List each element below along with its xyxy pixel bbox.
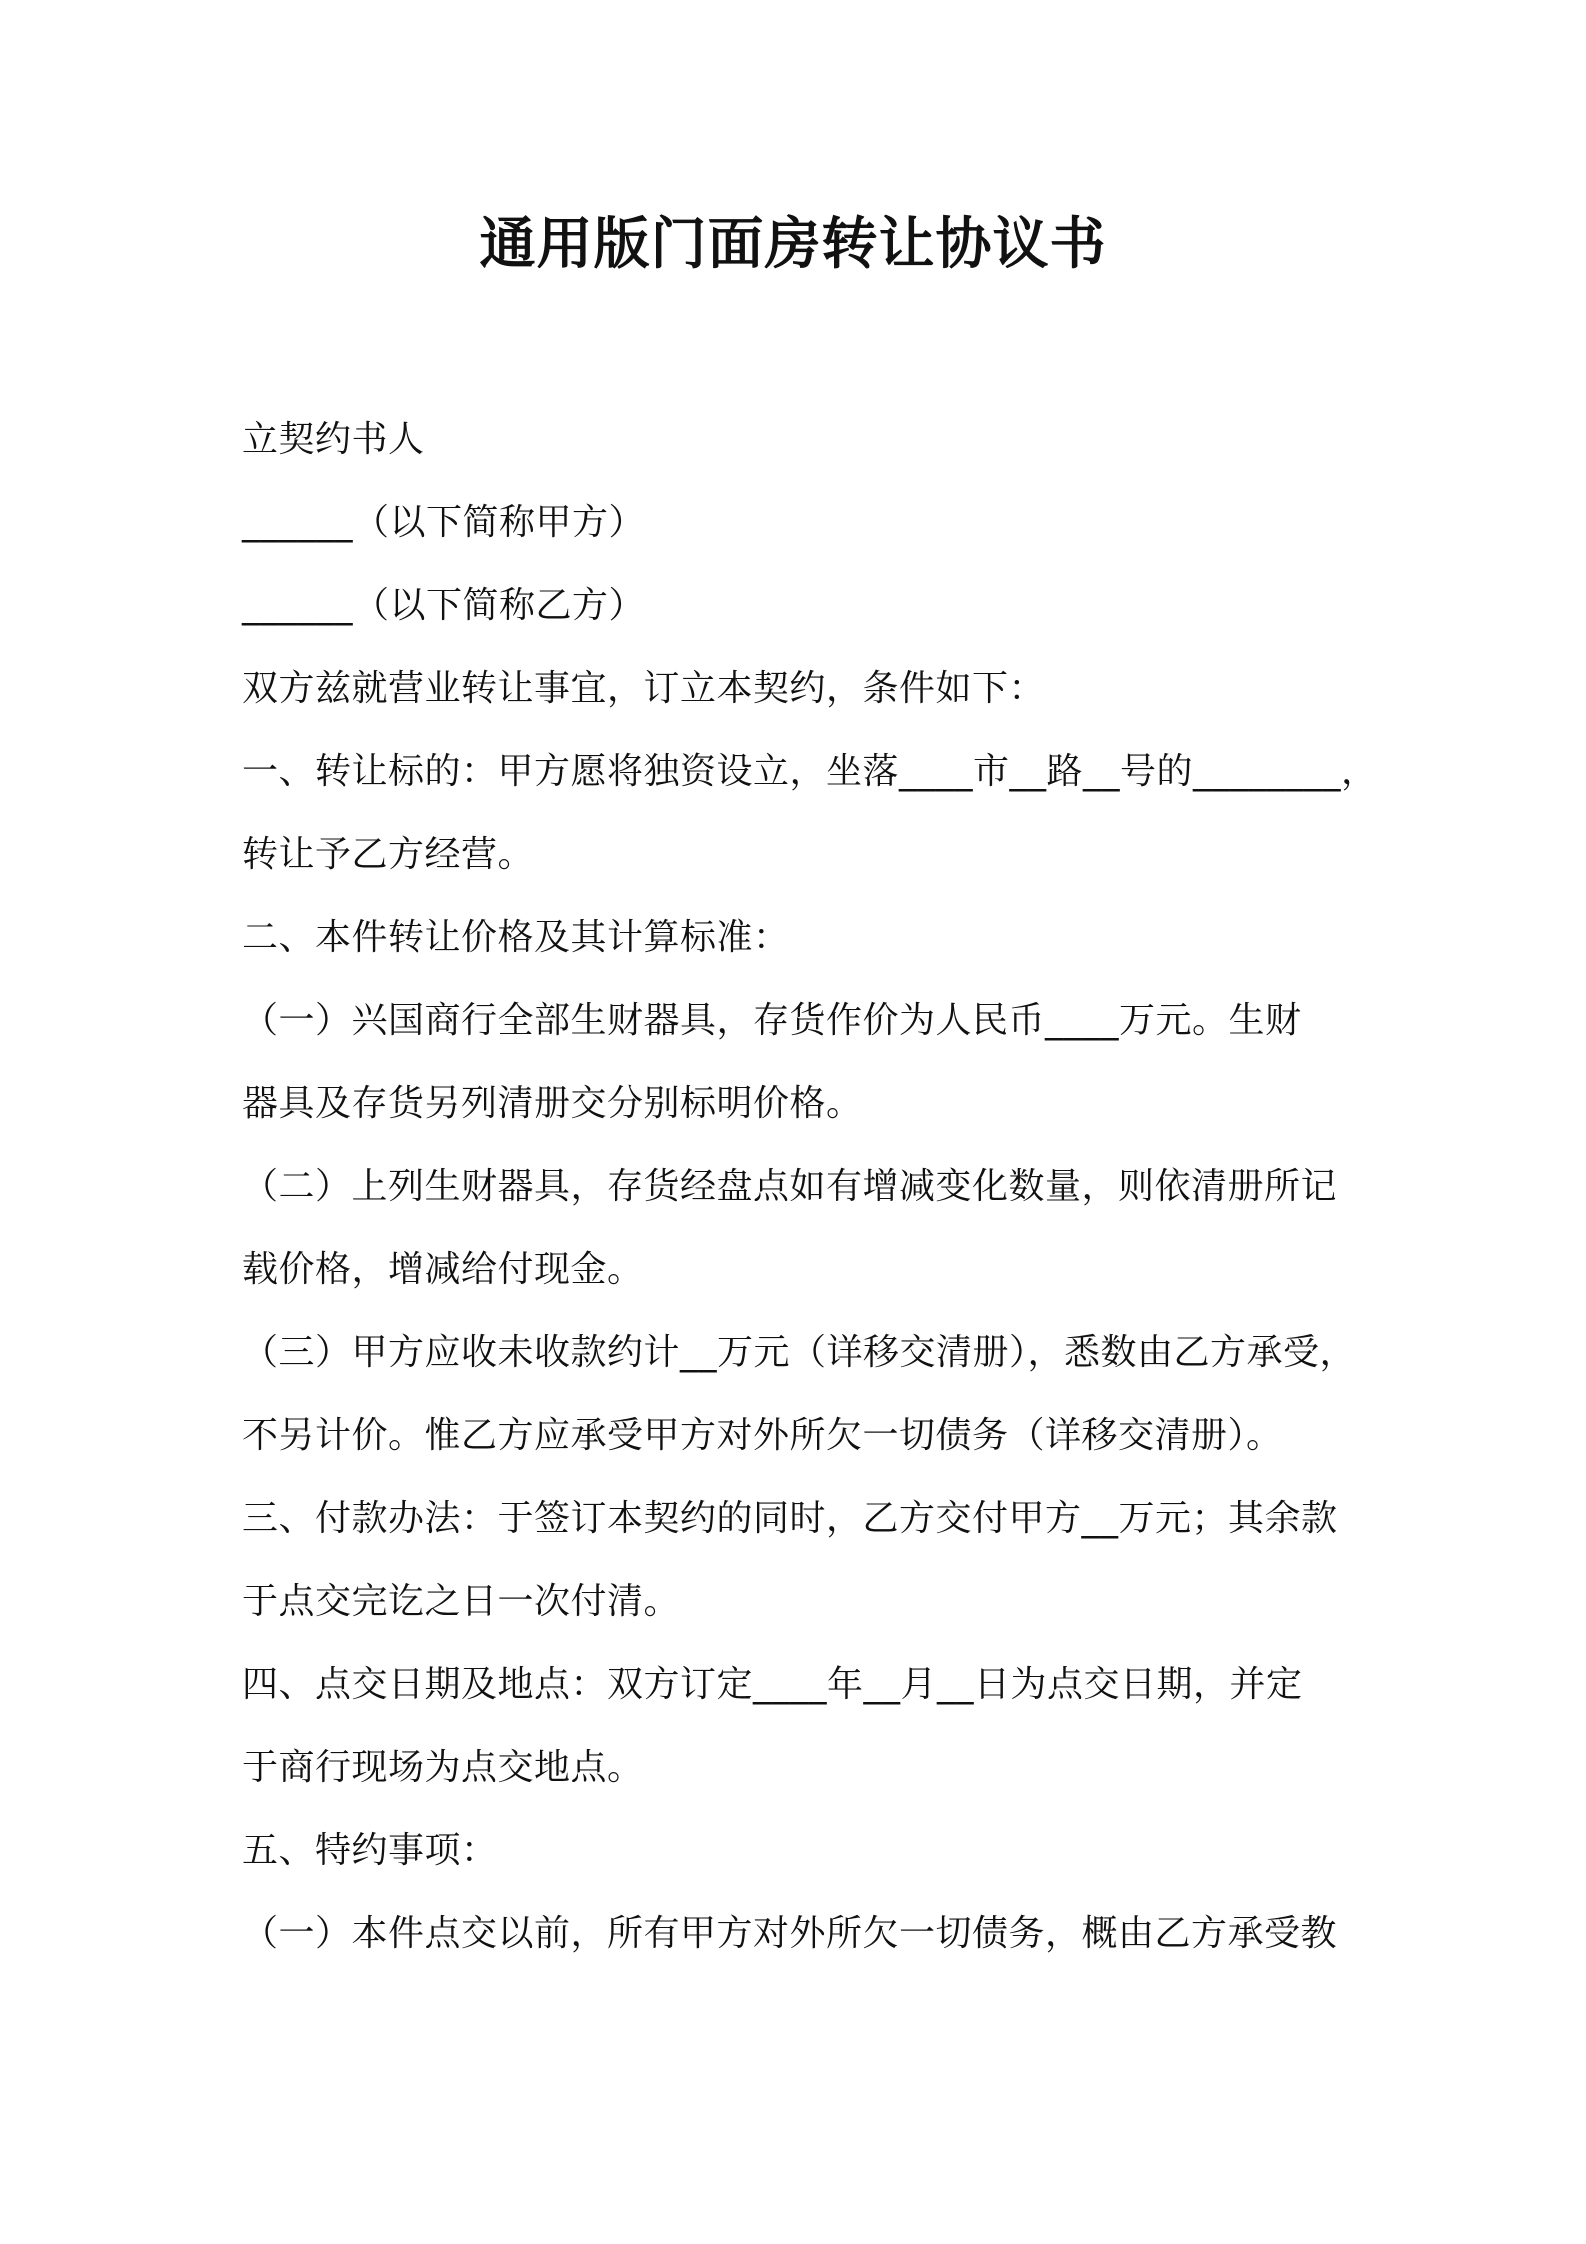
clause-2-heading: 二、本件转让价格及其计算标准： <box>242 917 790 958</box>
party-a-line: ______（以下简称甲方） <box>242 502 646 543</box>
clause-3-line: 三、付款办法：于签订本契约的同时，乙方交付甲方__万元；其余款 <box>242 1498 1338 1539</box>
clause-5-heading: 五、特约事项： <box>242 1830 498 1871</box>
document-body <box>242 398 1382 1975</box>
clause-2-3-line: （三）甲方应收未收款约计__万元（详移交清册），悉数由乙方承受， <box>242 1332 1357 1373</box>
clause-2-2-line: 载价格，增减给付现金。 <box>242 1249 644 1290</box>
party-b-line: ______（以下简称乙方） <box>242 585 646 626</box>
clause-2-2-line: （二）上列生财器具，存货经盘点如有增减变化数量，则依清册所记 <box>242 1166 1338 1207</box>
clause-5-1-line: （一）本件点交以前，所有甲方对外所欠一切债务，概由乙方承受教 <box>242 1913 1338 1954</box>
clause-4-line: 于商行现场为点交地点。 <box>242 1747 644 1788</box>
clause-1-line: 转让予乙方经营。 <box>242 834 535 875</box>
contract-parties-heading: 立契约书人 <box>242 419 425 460</box>
clause-4-line: 四、点交日期及地点：双方订定____年__月__日为点交日期，并定 <box>242 1664 1303 1705</box>
clause-2-1-line: 器具及存货另列清册交分别标明价格。 <box>242 1083 863 1124</box>
clause-1-line: 一、转让标的：甲方愿将独资设立，坐落____市__路__号的________， <box>242 751 1378 792</box>
clause-3-line: 于点交完讫之日一次付清。 <box>242 1581 681 1622</box>
document-title: 通用版门面房转让协议书 <box>479 212 1107 277</box>
preamble-line: 双方兹就营业转让事宜，订立本契约，条件如下： <box>242 668 1046 709</box>
clause-2-1-line: （一）兴国商行全部生财器具，存货作价为人民币____万元。生财 <box>242 1000 1302 1041</box>
clause-2-3-line: 不另计价。惟乙方应承受甲方对外所欠一切债务（详移交清册）。 <box>242 1415 1283 1456</box>
